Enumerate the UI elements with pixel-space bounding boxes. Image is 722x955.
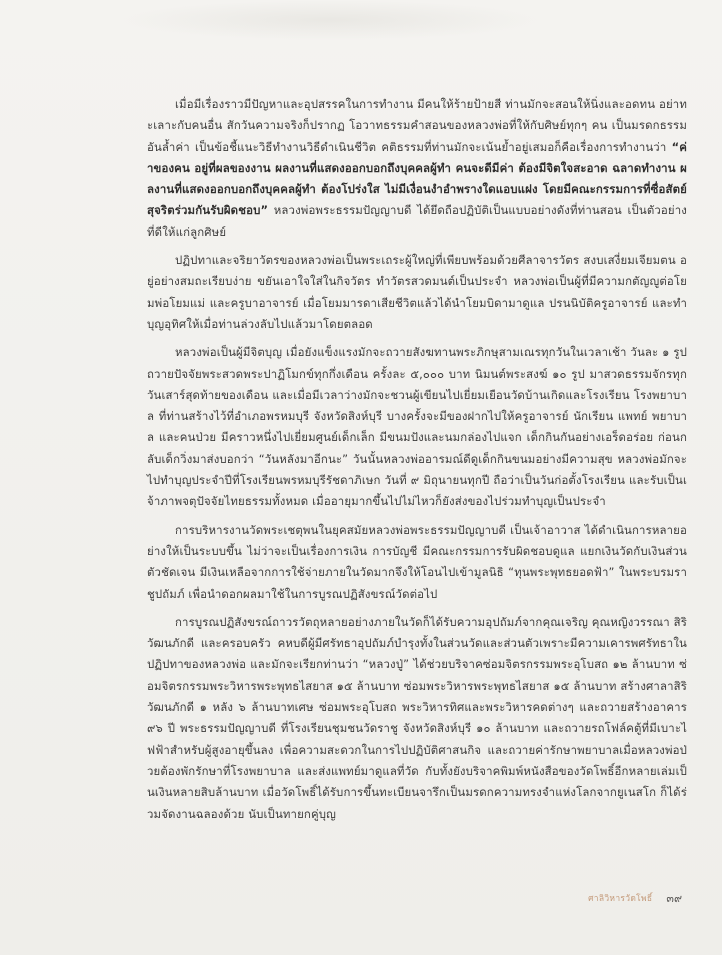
footer-title: ศาลิวิหารวัดโพธิ์ xyxy=(588,894,653,904)
page-number: ๓๙ xyxy=(666,892,682,905)
paragraph-4: การบริหารงานวัดพระเชตุพนในยุคสมัยหลวงพ่อพระธรรมปัญญาบดี เป็นเจ้าอาวาส ได้ดำเนินการหลายอย่างให้เป็นระบบขึ้น ไม่ว่าจะเป็นเรื่องการเงิน การบัญชี มีคณะกรรมการรับผิดชอบดูแล แยกเงินวัดกับเงินส่วนตัวชัดเจน มีเงินเหลือจากการใช้จ่ายภายในวัดมากจึงให้โอนไปเข้ามูลนิธิ “ทุนพระพุทธยอดฟ้า” ในพระบรมราชูปถัมภ์ เพื่อนำดอกผลมาใช้ในการบูรณปฏิสังขรณ์วัดต่อไป xyxy=(147,522,687,601)
paragraph-1-end: หลวงพ่อพระธรรมปัญญาบดี ได้ยึดถือปฏิบัติเป็นแบบอย่างดังที่ท่านสอน เป็นตัวอย่างที่ดีให้แก่ลูกศิษย์ xyxy=(147,203,687,239)
paragraph-2: ปฏิปทาและจริยาวัตรของหลวงพ่อเป็นพระเถระผู้ใหญ่ที่เพียบพร้อมด้วยศีลาจารวัตร สงบเสงี่ยมเจียมตน อยู่อย่างสมถะเรียบง่าย ขยันเอาใจใส่ในกิจวัตร ทำวัตรสวดมนต์เป็นประจำ หลวงพ่อเป็นผู้ที่มีความกตัญญูต่อโยมพ่อโยมแม่ และครูบาอาจารย์ เมื่อโยมมารดาเสียชีวิตแล้วได้นำโยมบิดามาดูแล ปรนนิบัติครูอาจารย์ และทำบุญอุทิศให้เมื่อท่านล่วงลับไปแล้วมาโดยตลอด xyxy=(147,253,687,331)
page-top-shading xyxy=(120,0,540,40)
paragraph-5: การบูรณปฏิสังขรณ์ถาวรวัตถุหลายอย่างภายในวัดก็ได้รับความอุปถัมภ์จากคุณเจริญ คุณหญิงวรรณา สิริวัฒนภักดี และครอบครัว คหบดีผู้มีศรัทธาอุปถัมภ์บำรุงทั้งในส่วนวัดและส่วนตัวเพราะมีความเคารพศรัทธาในปฏิปทาของหลวงพ่อ และมักจะเรียกท่านว่า “หลวงปู่” ได้ช่วยบริจาคซ่อมจิตรกรรมพระอุโบสถ ๑๒ ล้านบาท ซ่อมจิตรกรรมพระวิหารพระพุทธไสยาส ๑๕ ล้านบาท ซ่อมพระวิหารพระพุทธไสยาส ๑๕ ล้านบาท สร้างศาลาสิริวัฒนภักดี ๑ หลัง ๖ ล้านบาทเศษ ซ่อมพระอุโบสถ พระวิหารทิศและพระวิหารคดต่างๆ และถวายสร้างอาคาร ๙๖ ปี พระธรรมปัญญาบดี ที่โรงเรียนชุมชนวัดราชู จังหวัดสิงห์บุรี ๑๐ ล้านบาท และถวายรถโฟล์คตู้ที่มีเบาะไฟฟ้าสำหรับผู้สูงอายุขึ้นลง เพื่อความสะดวกในการไปปฏิบัติศาสนกิจ และถวายค่ารักษาพยาบาลเมื่อหลวงพ่อป่วยต้องพักรักษาที่โรงพยาบาล และส่งแพทย์มาดูแลที่วัด กับทั้งยังบริจาคพิมพ์หนังสือของวัดโพธิ์อีกหลายเล่มเป็นเงินหลายสิบล้านบาท เมื่อวัดโพธิ์ได้รับการขึ้นทะเบียนจารึกเป็นมรดกความทรงจำแห่งโลกจากยูเนสโก ก็ได้ร่วมจัดงานฉลองด้วย นับเป็นทายกคู่บุญ xyxy=(147,614,687,821)
body-text xyxy=(147,94,687,832)
paragraph-1-quote: “ค่าของคน อยู่ที่ผลของงาน ผลงานที่แสดงออกบอกถึงบุคคลผู้ทำ คนจะดีมีค่า ต้องมีจิตใจสะอาด ฉลาดทำงาน ผลงานที่แสดงออกบอกถึงบุคคลผู้ทำ ต้องโปร่งใส ไม่มีเงื่อนงำอำพรางใดแอบแฝง โดยมีคณะกรรมการที่ซื่อสัตย์สุจริตร่วมกันรับผิดชอบ” xyxy=(147,139,687,218)
paragraph-1 xyxy=(147,94,687,243)
page-footer xyxy=(588,889,682,907)
paragraph-1-intro: เมื่อมีเรื่องราวมีปัญหาและอุปสรรคในการทำงาน มีคนให้ร้ายป้ายสี ท่านมักจะสอนให้นิ่งและอดทน อย่าทะเลาะกับคนอื่น สักวันความจริงก็ปรากฏ โอวาทธรรมคำสอนของหลวงพ่อที่ให้กับศิษย์ทุกๆ คน เป็นมรดกธรรมอันล้ำค่า เป็นข้อชี้แนะวิธีทำงานวิธีดำเนินชีวิต คติธรรมที่ท่านมักจะเน้นย้ำอยู่เสมอก็คือเรื่องการทำงานว่า xyxy=(147,97,687,154)
paragraph-3: หลวงพ่อเป็นผู้มีจิตบุญ เมื่อยังแข็งแรงมักจะถวายสังฆทานพระภิกษุสามเณรทุกวันในเวลาเช้า วันละ ๑ รูป ถวายปัจจัยพระสวดพระปาฏิโมกข์ทุกกึ่งเดือน ครั้งละ ๕,๐๐๐ บาท นิมนต์พระสงฆ์ ๑๐ รูป มาสวดธรรมจักรทุกวันเสาร์สุดท้ายของเดือน และเมื่อมีเวลาว่างมักจะชวนผู้เขียนไปเยี่ยมเยือนวัดบ้านเกิดและโรงเรียน โรงพยาบาล ที่ท่านสร้างไว้ที่อำเภอพรหมบุรี จังหวัดสิงห์บุรี บางครั้งจะมีของฝากไปให้ครูอาจารย์ นักเรียน แพทย์ พยาบาล และคนป่วย มีคราวหนึ่งไปเยี่ยมศูนย์เด็กเล็ก มีขนมปังและนมกล่องไปแจก เด็กกินกันอย่างเอร็ดอร่อย ก่อนกลับเด็กวิ่งมาส่งบอกว่า “วันหลังมาอีกนะ” วันนั้นหลวงพ่ออารมณ์ดีดูเด็กกินขนมอย่างมีความสุข หลวงพ่อมักจะไปทำบุญประจำปีที่โรงเรียนพรหมบุรีรัชดาภิเษก วันที่ ๙ มิถุนายนทุกปี ถือว่าเป็นวันก่อตั้งโรงเรียน และรับเป็นเจ้าภาพจตุปัจจัยไทยธรรมทั้งหมด เมื่ออายุมากขึ้นไปไม่ไหวก็ยังส่งของไปร่วมทำบุญเป็นประจำ xyxy=(147,345,687,509)
